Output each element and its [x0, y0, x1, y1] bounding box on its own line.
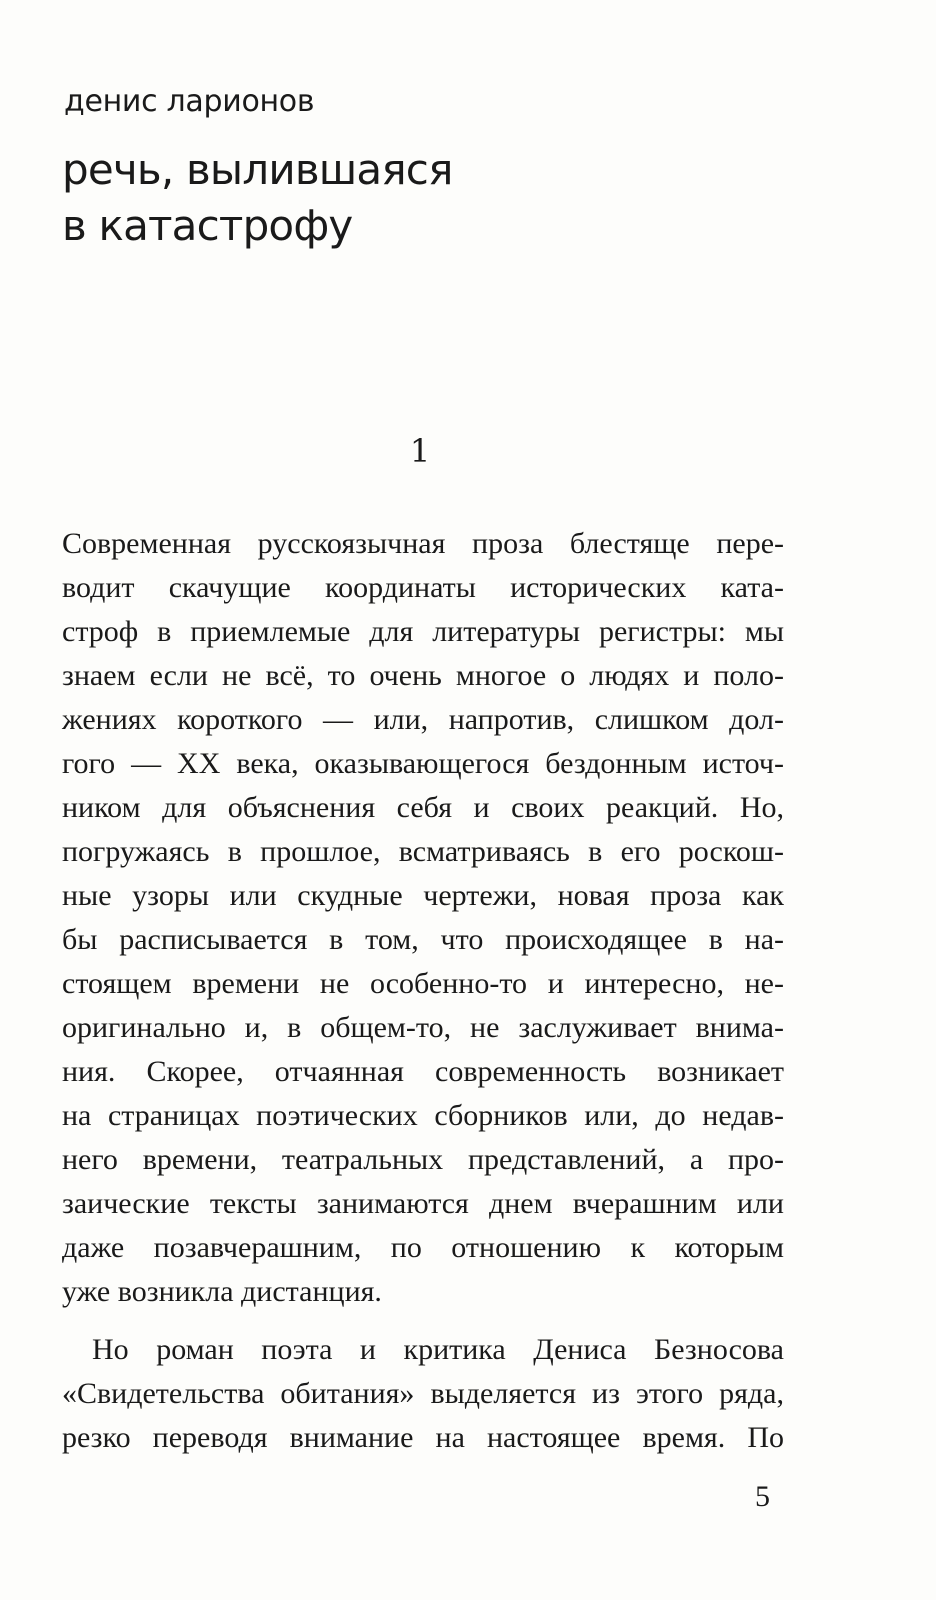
text-line: погружаясь в прошлое, всматриваясь в его роскош-	[62, 835, 784, 868]
paragraph	[62, 522, 784, 1314]
title-line: речь, вылившаяся	[62, 145, 453, 194]
text-line: на страницах поэтических сборников или, до недав-	[62, 1099, 784, 1132]
text-line: оригинально и, в общем-то, не заслуживает внима-	[62, 1011, 784, 1044]
text-line: стоящем времени не особенно-то и интересно, не-	[62, 967, 784, 1000]
page-number: 5	[755, 1480, 770, 1513]
section-number: 1	[409, 432, 431, 470]
text-line: ником для объяснения себя и своих реакций. Но,	[62, 791, 784, 824]
text-line: ния. Скорее, отчаянная современность возникает	[62, 1055, 784, 1088]
text-line: Но роман поэта и критика Дениса Безносова	[92, 1333, 784, 1366]
body-text	[62, 522, 784, 1460]
text-line: ные узоры или скудные чертежи, новая проза как	[62, 879, 784, 912]
text-line: даже позавчерашним, по отношению к которым	[62, 1231, 784, 1264]
author-name: денис ларионов	[64, 84, 315, 119]
text-line: заические тексты занимаются днем вчерашним или	[62, 1187, 784, 1220]
paragraph	[62, 1328, 784, 1460]
text-line: знаем если не всё, то очень многое о людях и поло-	[62, 659, 784, 692]
text-line: строф в приемлемые для литературы регистры: мы	[62, 615, 784, 648]
text-line: резко переводя внимание на настоящее время. По	[62, 1421, 784, 1454]
text-line: уже возникла дистанция.	[62, 1275, 382, 1308]
chapter-title	[62, 142, 453, 254]
text-line: Современная русскоязычная проза блестяще пере-	[62, 527, 784, 560]
text-line: жениях короткого — или, напротив, слишком дол-	[62, 703, 784, 736]
text-line: гого — XX века, оказывающегося бездонным источ-	[62, 747, 784, 780]
title-line: в катастрофу	[62, 201, 353, 250]
text-line: бы расписывается в том, что происходящее в на-	[62, 923, 784, 956]
text-line: «Свидетельства обитания» выделяется из этого ряда,	[62, 1377, 784, 1410]
text-line: водит скачущие координаты исторических ката-	[62, 571, 784, 604]
text-line: него времени, театральных представлений, а про-	[62, 1143, 784, 1176]
